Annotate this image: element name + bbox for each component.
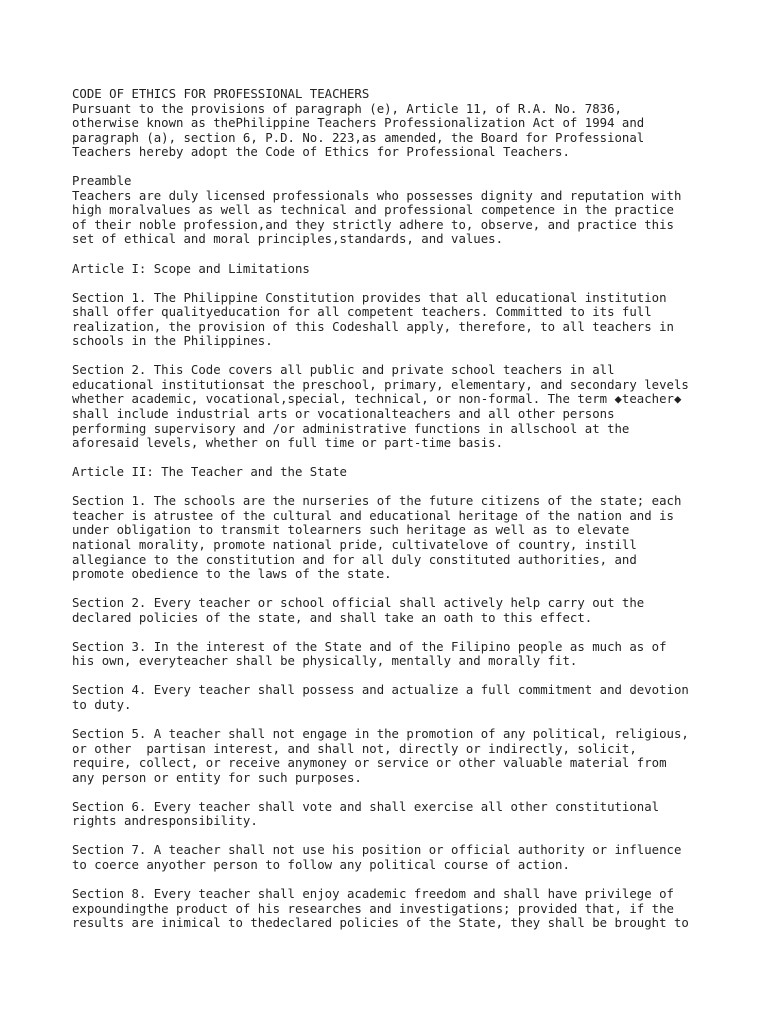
text-line: promote obedience to the laws of the state. xyxy=(72,567,392,582)
text-line: Pursuant to the provisions of paragraph (e), Article 11, of R.A. No. 7836, xyxy=(72,101,622,116)
article-2-section-5-first-line: Section 5. A teacher shall not engage in the promotion of any political, religious, xyxy=(72,727,689,742)
article-2-section-8 xyxy=(72,887,712,931)
text-line: national morality, promote national pride, cultivatelove of country, instill xyxy=(72,537,637,552)
document-text xyxy=(72,87,712,931)
text-line: paragraph (a), section 6, P.D. No. 223,as amended, the Board for Professional xyxy=(72,130,645,145)
text-line: shall include industrial arts or vocationalteachers and all other persons xyxy=(72,407,615,422)
text-line: set of ethical and moral principles,standards, and values. xyxy=(72,232,504,247)
article-1-heading xyxy=(72,262,712,277)
paragraph-gap xyxy=(72,160,712,175)
text-line: Teachers are duly licensed professionals who possesses dignity and reputation with xyxy=(72,188,682,203)
paragraph-gap xyxy=(72,480,712,495)
paragraph-gap xyxy=(72,829,712,844)
paragraph-gap xyxy=(72,276,712,291)
text-line: teacher is atrustee of the cultural and educational heritage of the nation and is xyxy=(72,508,674,523)
text-line: require, collect, or receive anymoney or service or other valuable material from xyxy=(72,756,667,771)
article-2-section-2 xyxy=(72,596,712,625)
article-2-section-8-first-line: Section 8. Every teacher shall enjoy academic freedom and shall have privilege of xyxy=(72,887,674,902)
article-2-section-6-first-line: Section 6. Every teacher shall vote and shall exercise all other constitutional xyxy=(72,799,660,814)
text-line: results are inimical to thedeclared policies of the State, they shall be brought to xyxy=(72,916,689,931)
text-line: allegiance to the constitution and for all duly constituted authorities, and xyxy=(72,552,637,567)
text-line: whether academic, vocational,special, technical, or non-formal. The term ◆teacher◆ xyxy=(72,392,682,407)
text-line: educational institutionsat the preschool, primary, elementary, and secondary levels xyxy=(72,377,689,392)
article-2-section-4-first-line: Section 4. Every teacher shall possess and actualize a full commitment and devotion xyxy=(72,683,689,698)
text-line: or other partisan interest, and shall not, directly or indirectly, solicit, xyxy=(72,741,637,756)
article-2-section-3-first-line: Section 3. In the interest of the State and of the Filipino people as much as of xyxy=(72,639,667,654)
text-line: performing supervisory and /or administrative functions in allschool at the xyxy=(72,421,630,436)
preamble-paragraph-first-line: Preamble xyxy=(72,174,132,189)
text-line: of their noble profession,and they strictly adhere to, observe, and practice this xyxy=(72,217,674,232)
paragraph-gap xyxy=(72,669,712,684)
article-1-section-1 xyxy=(72,291,712,349)
text-line: aforesaid levels, whether on full time or part-time basis. xyxy=(72,436,504,451)
article-2-heading-first-line: Article II: The Teacher and the State xyxy=(72,465,347,480)
text-line: high moralvalues as well as technical and professional competence in the practice xyxy=(72,203,674,218)
paragraph-gap xyxy=(72,582,712,597)
text-line: expoundingthe product of his researches and investigations; provided that, if the xyxy=(72,901,674,916)
article-2-section-1-first-line: Section 1. The schools are the nurseries of the future citizens of the state; each xyxy=(72,494,682,509)
preamble-paragraph xyxy=(72,174,712,247)
article-2-section-7 xyxy=(72,843,712,872)
text-line: to duty. xyxy=(72,697,132,712)
paragraph-gap xyxy=(72,451,712,466)
article-2-section-4 xyxy=(72,683,712,712)
article-2-section-5 xyxy=(72,727,712,785)
text-line: his own, everyteacher shall be physically, mentally and morally fit. xyxy=(72,654,578,669)
text-line: under obligation to transmit tolearners such heritage as well as to elevate xyxy=(72,523,630,538)
article-2-section-7-first-line: Section 7. A teacher shall not use his position or official authority or influence xyxy=(72,843,682,858)
paragraph-gap xyxy=(72,713,712,728)
article-1-section-2-first-line: Section 2. This Code covers all public and private school teachers in all xyxy=(72,363,615,378)
paragraph-gap xyxy=(72,873,712,888)
text-line: rights andresponsibility. xyxy=(72,814,258,829)
article-2-section-1 xyxy=(72,494,712,581)
text-line: schools in the Philippines. xyxy=(72,334,273,349)
article-2-section-3 xyxy=(72,640,712,669)
intro-paragraph-first-line: CODE OF ETHICS FOR PROFESSIONAL TEACHERS xyxy=(72,87,370,101)
paragraph-gap xyxy=(72,349,712,364)
paragraph-gap xyxy=(72,625,712,640)
text-line: shall offer qualityeducation for all competent teachers. Committed to its full xyxy=(72,305,652,320)
text-line: to coerce anyother person to follow any political course of action. xyxy=(72,857,570,872)
intro-paragraph xyxy=(72,87,712,160)
text-line: declared policies of the state, and shall take an oath to this effect. xyxy=(72,610,593,625)
article-1-section-2 xyxy=(72,363,712,450)
article-1-heading-first-line: Article I: Scope and Limitations xyxy=(72,261,310,276)
paragraph-gap xyxy=(72,785,712,800)
article-2-section-6 xyxy=(72,800,712,829)
article-2-section-2-first-line: Section 2. Every teacher or school official shall actively help carry out the xyxy=(72,596,645,611)
text-line: realization, the provision of this Codeshall apply, therefore, to all teachers in xyxy=(72,319,674,334)
paragraph-gap xyxy=(72,247,712,262)
text-line: otherwise known as thePhilippine Teachers Professionalization Act of 1994 and xyxy=(72,116,645,131)
article-2-heading xyxy=(72,465,712,480)
article-1-section-1-first-line: Section 1. The Philippine Constitution provides that all educational institution xyxy=(72,290,667,305)
text-line: Teachers hereby adopt the Code of Ethics for Professional Teachers. xyxy=(72,145,570,160)
text-line: any person or entity for such purposes. xyxy=(72,770,362,785)
